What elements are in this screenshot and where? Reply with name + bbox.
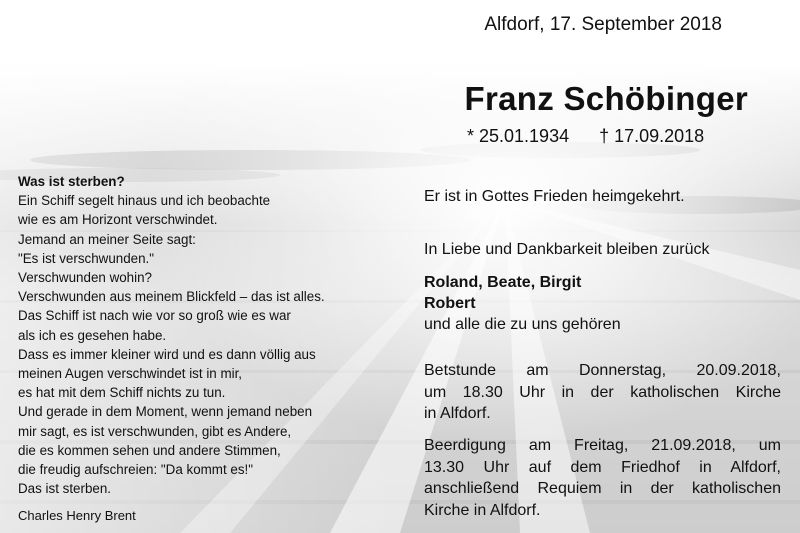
poem-line: Verschwunden aus meinem Blickfeld – das ist alles.	[18, 289, 325, 305]
poem-line: Das ist sterben.	[18, 481, 112, 497]
funeral-line: Beerdigung am Freitag, 21.09.2018, um	[424, 437, 781, 454]
mourners-grandchild: Robert	[424, 295, 476, 312]
funeral-line: anschließend Requiem in der katholischen	[424, 480, 781, 497]
place-date: Alfdorf, 17. September 2018	[484, 14, 722, 35]
prayer-service-info	[424, 360, 781, 425]
poem-line: "Es ist verschwunden."	[18, 250, 155, 266]
poem-line: wie es am Horizont verschwindet.	[18, 212, 218, 228]
service-line: in Alfdorf.	[424, 405, 491, 422]
poem-line: die freudig aufschreien: "Da kommt es!"	[18, 462, 254, 478]
service-line: um 18.30 Uhr in der katholischen Kirche	[424, 383, 781, 401]
poem-line: Ein Schiff segelt hinaus und ich beobachte	[18, 193, 271, 209]
poem	[18, 172, 325, 498]
mourners-intro: In Liebe und Dankbarkeit bleiben zurück	[424, 241, 710, 258]
funeral-line: Kirche in Alfdorf.	[424, 501, 541, 519]
service-line: Betstunde am Donnerstag, 20.09.2018,	[424, 362, 781, 379]
poem-line: meinen Augen verschwindet ist in mir,	[18, 366, 243, 382]
mourners-others: und alle die zu uns gehören	[424, 316, 621, 333]
funeral-info	[424, 435, 781, 521]
mourners-names	[424, 272, 621, 335]
poem-line: Das Schiff ist nach wie vor so groß wie es war	[18, 308, 291, 324]
poem-line: Verschwunden wohin?	[18, 270, 152, 286]
poem-line: als ich es gesehen habe.	[18, 327, 167, 343]
poem-line: Dass es immer kleiner wird und es dann völlig aus	[18, 346, 316, 362]
deceased-name: Franz Schöbinger	[464, 80, 748, 117]
funeral-line: 13.30 Uhr auf dem Friedhof in Alfdorf,	[424, 458, 781, 476]
poem-line: die es kommen sehen und andere Stimmen,	[18, 442, 281, 458]
death-date: † 17.09.2018	[599, 126, 705, 146]
birth-date: * 25.01.1934	[467, 126, 570, 146]
poem-line: Und gerade in dem Moment, wenn jemand neben	[18, 404, 313, 420]
life-dates	[467, 126, 704, 147]
poem-line: Jemand an meiner Seite sagt:	[18, 231, 196, 247]
poem-title: Was ist sterben?	[18, 174, 125, 189]
peace-line: Er ist in Gottes Frieden heimgekehrt.	[424, 188, 685, 205]
poem-line: mir sagt, es ist verschwunden, gibt es Andere,	[18, 423, 292, 439]
poem-author: Charles Henry Brent	[18, 508, 136, 523]
mourners-children: Roland, Beate, Birgit	[424, 274, 582, 291]
poem-line: es hat mit dem Schiff nichts zu tun.	[18, 385, 226, 401]
